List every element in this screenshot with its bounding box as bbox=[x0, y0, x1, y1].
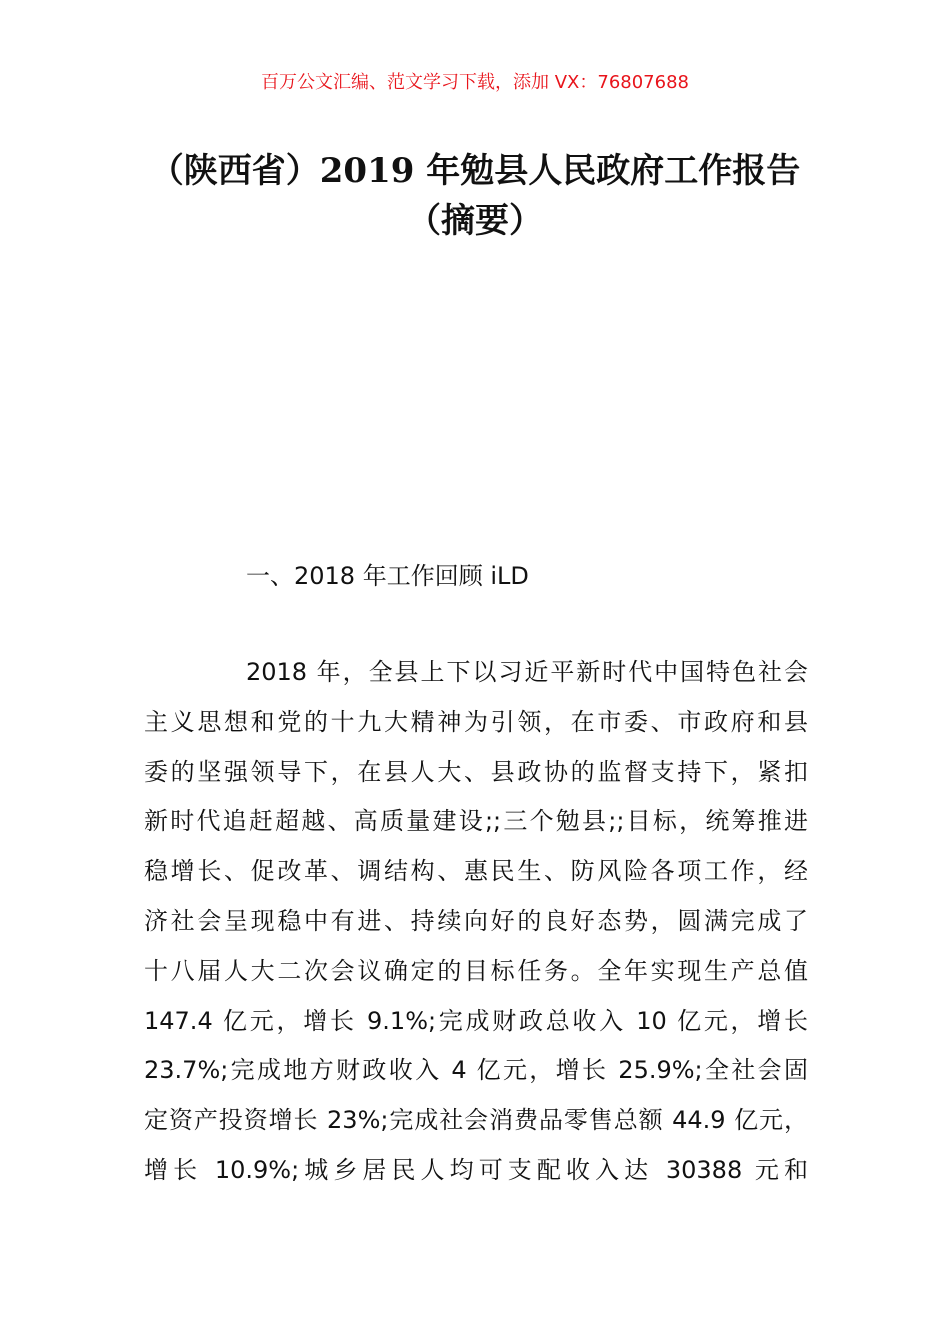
paragraph-line: 定资产投资增长 23%;完成社会消费品零售总额 44.9 亿元， bbox=[144, 1106, 808, 1135]
promo-header: 百万公文汇编、范文学习下载，添加 VX：76807688 bbox=[261, 72, 689, 93]
paragraph-line: 稳增长、促改革、调结构、惠民生、防风险各项工作，经 bbox=[144, 857, 808, 886]
title-line-2: （摘要） bbox=[407, 201, 543, 241]
paragraph-line: 147.4 亿元，增长 9.1%;完成财政总收入 10 亿元，增长 bbox=[144, 1006, 808, 1035]
title-line-1: （陕西省）2019 年勉县人民政府工作报告 bbox=[149, 151, 801, 191]
paragraph-line: 23.7%;完成地方财政收入 4 亿元，增长 25.9%;全社会固 bbox=[144, 1056, 808, 1085]
section-heading: 一、2018 年工作回顾 iLD bbox=[246, 562, 529, 590]
document-title bbox=[0, 146, 950, 246]
paragraph-line: 委的坚强领导下，在县人大、县政协的监督支持下，紧扣 bbox=[144, 757, 808, 786]
body-paragraph bbox=[144, 652, 808, 1200]
paragraph-line: 增长 10.9%;城乡居民人均可支配收入达 30388 元和 bbox=[144, 1155, 808, 1184]
paragraph-line: 济社会呈现稳中有进、持续向好的良好态势，圆满完成了 bbox=[144, 906, 808, 935]
paragraph-line: 十八届人大二次会议确定的目标任务。全年实现生产总值 bbox=[144, 956, 808, 985]
paragraph-line: 2018 年，全县上下以习近平新时代中国特色社会 bbox=[246, 658, 808, 686]
paragraph-line: 主义思想和党的十九大精神为引领，在市委、市政府和县 bbox=[144, 707, 808, 736]
paragraph-line: 新时代追赶超越、高质量建设;;三个勉县;;目标，统筹推进 bbox=[144, 807, 808, 836]
